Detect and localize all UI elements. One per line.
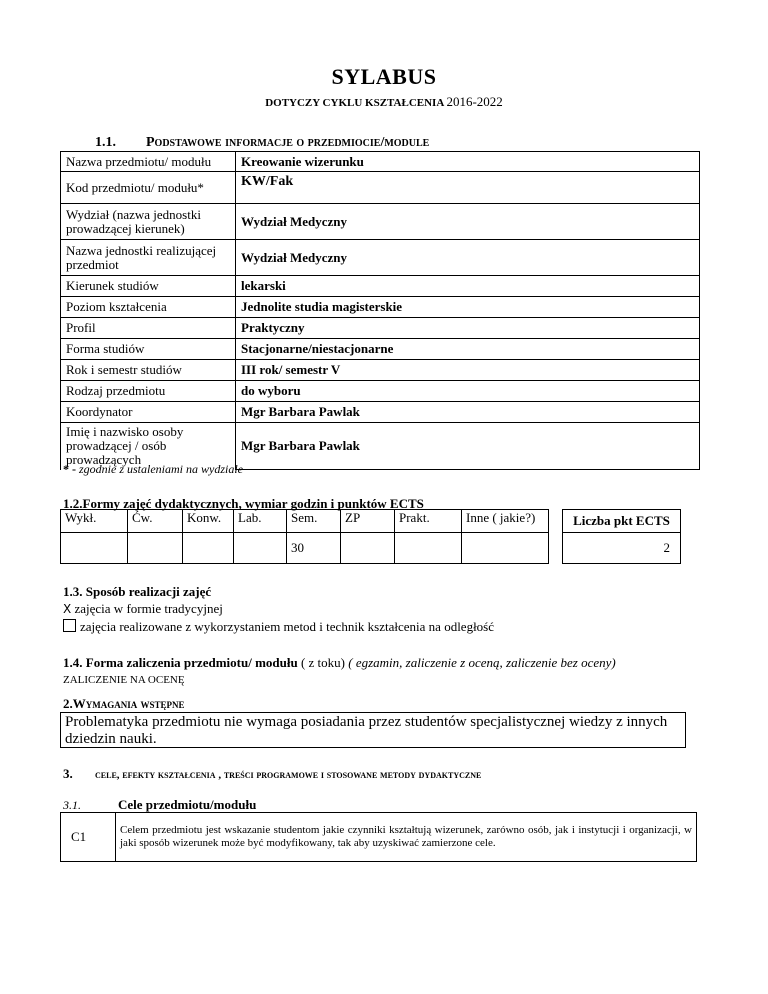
table-header-row — [61, 510, 681, 533]
row-value: Kreowanie wizerunku — [236, 152, 700, 172]
row-label: Forma studiów — [61, 339, 236, 360]
table-row — [61, 297, 700, 318]
row-value: KW/Fak — [236, 172, 700, 204]
table-row — [61, 339, 700, 360]
row-value: Wydział Medyczny — [236, 240, 700, 276]
table-row — [61, 172, 700, 204]
row-value: lekarski — [236, 276, 700, 297]
checkbox-empty-icon — [63, 619, 76, 632]
table-row — [61, 402, 700, 423]
section-3-number: 3. — [63, 766, 73, 781]
row-value: do wyboru — [236, 381, 700, 402]
row-value: Jednolite studia magisterskie — [236, 297, 700, 318]
row-value: Stacjonarne/niestacjonarne — [236, 339, 700, 360]
row-label: Rok i semestr studiów — [61, 360, 236, 381]
footnote-text: zgodnie z ustaleniami na wydziale — [79, 462, 243, 476]
column-header: Inne ( jakie?) — [462, 510, 549, 533]
row-label: Kierunek studiów — [61, 276, 236, 297]
table-row — [61, 381, 700, 402]
section-2-heading: 2.Wymagania wstępne — [63, 696, 185, 711]
table-row — [61, 152, 700, 172]
row-label: Imię i nazwisko osoby prowadzącej / osób prowadzących — [61, 423, 236, 470]
section-1-4-paren: ( z toku) — [300, 655, 345, 670]
section-1-2-heading: 1.2.Formy zajęć dydaktycznych, wymiar godzin i punktów ECTS — [63, 496, 424, 511]
document-title: SYLABUS — [331, 64, 437, 89]
option-traditional — [63, 601, 223, 617]
table-cell — [395, 533, 462, 564]
subtitle-text: DOTYCZY CYKLU KSZTAŁCENIA — [265, 97, 444, 109]
column-header: Liczba pkt ECTS — [563, 510, 681, 533]
table-cell — [341, 533, 395, 564]
assessment-form-value: ZALICZENIE NA OCENĘ — [63, 674, 185, 686]
section-3-heading — [63, 766, 481, 782]
section-1-4-title: 1.4. Forma zaliczenia przedmiotu/ modułu — [63, 655, 298, 670]
column-header: Prakt. — [395, 510, 462, 533]
table-row — [61, 204, 700, 240]
row-label: Profil — [61, 318, 236, 339]
table-row — [61, 533, 681, 564]
table-cell — [183, 533, 234, 564]
prerequisites-box: Problematyka przedmiotu nie wymaga posiadania przez studentów specjalistycznej wiedzy z innych dziedzin nauki. — [60, 712, 686, 748]
table-row — [61, 276, 700, 297]
footnote — [63, 462, 243, 477]
section-1-1-title: Podstawowe informacje o przedmiocie/module — [146, 135, 430, 150]
option-label: zajęcia realizowane z wykorzystaniem metod i technik kształcenia na odległość — [80, 619, 495, 634]
section-1-3-heading: 1.3. Sposób realizacji zajęć — [63, 584, 212, 599]
column-header: Ćw. — [128, 510, 183, 533]
row-label: Nazwa jednostki realizującej przedmiot — [61, 240, 236, 276]
column-header: Wykł. — [61, 510, 128, 533]
table-row — [61, 318, 700, 339]
row-label: Koordynator — [61, 402, 236, 423]
row-value: Mgr Barbara Pawlak — [236, 423, 700, 470]
option-remote — [63, 619, 494, 635]
cycle-years: 2016-2022 — [446, 94, 503, 109]
row-label: Wydział (nazwa jednostki prowadzącej kierunek) — [61, 204, 236, 240]
row-label: Rodzaj przedmiotu — [61, 381, 236, 402]
column-header: Lab. — [234, 510, 287, 533]
section-3-1-title: Cele przedmiotu/modułu — [118, 797, 257, 812]
goal-code: C1 — [61, 813, 116, 862]
section-1-1-number: 1.1. — [95, 135, 116, 150]
basic-info-table — [60, 151, 700, 470]
column-header: Sem. — [287, 510, 341, 533]
goal-text: Celem przedmiotu jest wskazanie studentom jakie czynniki kształtują wizerunek, zarówno osób, jak i instytucji i organizacji, w jaki sposób wizerunek może być modyfikowany, tak aby uzyskiwać zamierzone cele. — [116, 813, 697, 862]
section-1-4-heading — [63, 655, 616, 671]
row-value: Mgr Barbara Pawlak — [236, 402, 700, 423]
section-1-1-heading — [95, 135, 429, 151]
table-cell: 30 — [287, 533, 341, 564]
document-subtitle — [0, 94, 768, 110]
checked-mark-icon: X — [63, 602, 72, 616]
section-3-1-number: 3.1. — [63, 798, 81, 812]
row-label: Nazwa przedmiotu/ modułu — [61, 152, 236, 172]
column-header: Konw. — [183, 510, 234, 533]
column-gap — [549, 533, 563, 564]
table-cell — [462, 533, 549, 564]
table-row — [61, 360, 700, 381]
table-row — [61, 813, 697, 862]
column-header: ZP — [341, 510, 395, 533]
section-3-title: cele, efekty kształcenia , treści programowe i stosowane metody dydaktyczne — [95, 769, 482, 781]
table-cell — [234, 533, 287, 564]
goals-table — [60, 812, 697, 862]
row-value: Praktyczny — [236, 318, 700, 339]
row-label: Kod przedmiotu/ modułu* — [61, 172, 236, 204]
table-row — [61, 240, 700, 276]
row-value: III rok/ semestr V — [236, 360, 700, 381]
column-gap — [549, 510, 563, 533]
table-cell — [61, 533, 128, 564]
option-label: zajęcia w formie tradycyjnej — [74, 601, 223, 616]
section-1-4-options: ( egzamin, zaliczenie z oceną, zaliczenie bez oceny) — [348, 655, 616, 670]
table-cell: 2 — [563, 533, 681, 564]
row-value: Wydział Medyczny — [236, 204, 700, 240]
table-cell — [128, 533, 183, 564]
row-label: Poziom kształcenia — [61, 297, 236, 318]
footnote-marker: * - — [63, 462, 76, 476]
ects-table — [60, 509, 681, 564]
